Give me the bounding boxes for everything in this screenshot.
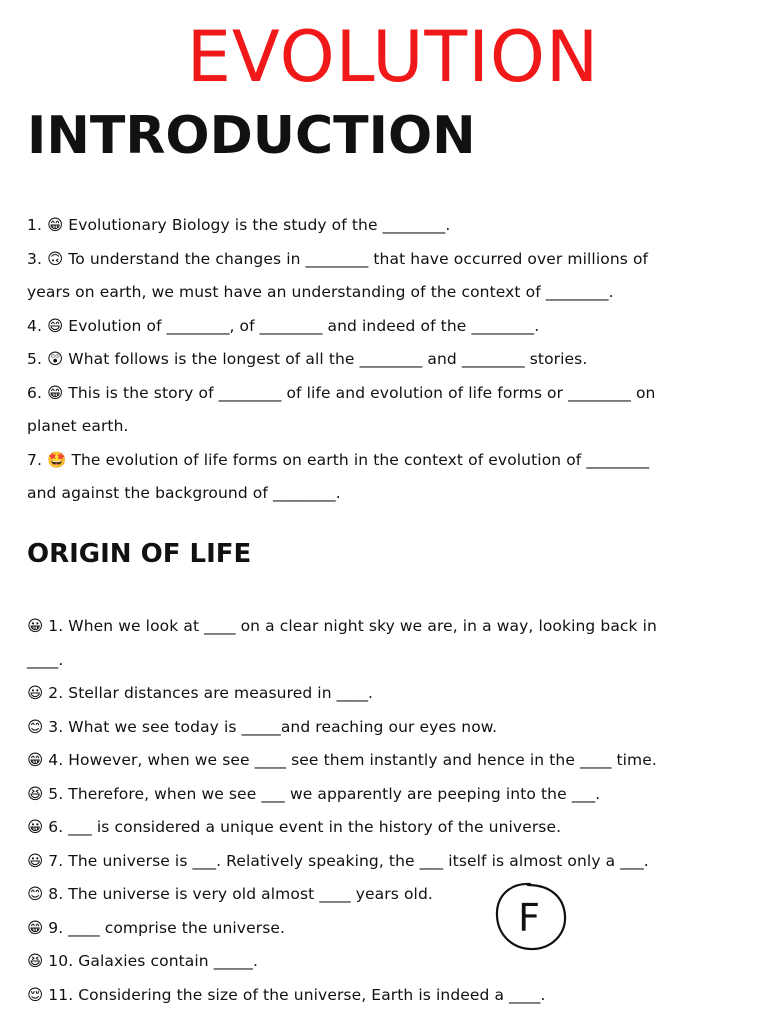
- list-item: planet earth.: [27, 417, 129, 435]
- list-item: 😃 7. The universe is ___. Relatively speaking, the ___ itself is almost only a ___.: [27, 851, 649, 870]
- list-item: years on earth, we must have an understanding of the context of ________.: [27, 283, 614, 301]
- list-item: 😁 4. However, when we see ____ see them instantly and hence in the ____ time.: [27, 751, 657, 769]
- introduction-list: [27, 209, 747, 511]
- list-item: 4. 😄 Evolution of ________, of ________ and indeed of the ________.: [27, 316, 540, 335]
- grade-letter: F: [518, 896, 540, 940]
- list-item: 1. 😁 Evolutionary Biology is the study of the ________.: [27, 216, 451, 234]
- page-title: EVOLUTION: [186, 16, 600, 98]
- list-item: and against the background of ________.: [27, 484, 341, 502]
- list-item: 😊 8. The universe is very old almost ____ years old.: [27, 885, 433, 903]
- list-item: 😁 9. ____ comprise the universe.: [27, 918, 286, 937]
- origin-of-life-list: [27, 610, 747, 1012]
- list-item: 😀 1. When we look at ____ on a clear night sky we are, in a way, looking back in: [27, 617, 657, 635]
- origin-of-life-heading: ORIGIN OF LIFE: [27, 539, 252, 569]
- list-item: 7. 🤩 The evolution of life forms on earth in the context of evolution of ________: [27, 450, 650, 469]
- grade-mark: [492, 880, 570, 954]
- list-item: 3. 🙃 To understand the changes in ________ that have occurred over millions of: [27, 249, 649, 268]
- list-item: 😊 3. What we see today is _____and reaching our eyes now.: [27, 717, 498, 736]
- list-item: 😃 2. Stellar distances are measured in ____.: [27, 684, 374, 702]
- list-item: 6. 😁 This is the story of ________ of life and evolution of life forms or ________ on: [27, 383, 656, 402]
- list-item: 😆 10. Galaxies contain _____.: [27, 952, 259, 970]
- list-item: ____.: [27, 650, 64, 669]
- list-item: 5. 😲 What follows is the longest of all the ________ and ________ stories.: [27, 350, 588, 368]
- list-item: 😆 5. Therefore, when we see ___ we apparently are peeping into the ___.: [27, 784, 601, 803]
- list-item: 😌 11. Considering the size of the universe, Earth is indeed a ____.: [27, 985, 546, 1004]
- list-item: 😀 6. ___ is considered a unique event in the history of the universe.: [27, 818, 562, 836]
- introduction-heading: INTRODUCTION: [27, 106, 476, 166]
